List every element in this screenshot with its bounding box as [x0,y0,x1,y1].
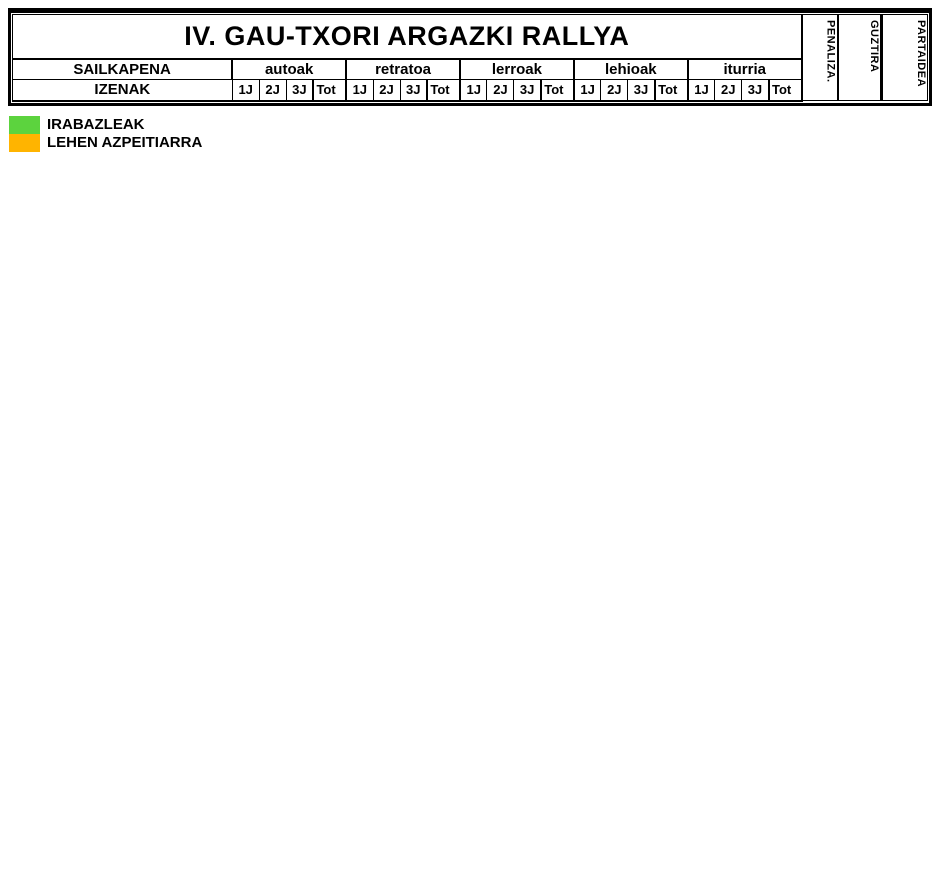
subcol-header: 3J [628,80,655,101]
subcol-header: 2J [487,80,514,101]
azpeitiarra-color-swatch [9,134,40,152]
legend [9,116,932,152]
table-frame [8,8,932,106]
subcol-header: 1J [688,80,715,101]
subcol-header: 3J [514,80,541,101]
subcol-header: Tot [427,80,460,101]
subcol-header: 3J [400,80,427,101]
subcol-header: 2J [601,80,628,101]
subcol-header: 2J [715,80,742,101]
subcol-header: Tot [655,80,688,101]
group-header-lehioak: lehioak [574,59,688,80]
subcol-header: Tot [313,80,346,101]
results-table [12,14,928,102]
legend-label-winners: IRABAZLEAK [47,116,145,133]
izenak-header: IZENAK [13,80,233,101]
group-header-autoak: autoak [232,59,346,80]
subcol-header: 2J [259,80,286,101]
subcol-header: 1J [346,80,373,101]
winner-color-swatch [9,116,40,134]
participant-column-header: PARTAIDEA [882,15,928,101]
subcol-header: 3J [286,80,313,101]
subcol-header: 1J [460,80,487,101]
legend-item-winners [9,116,932,134]
total-column-header: GUZTIRA [838,15,882,101]
subcol-header: 3J [742,80,769,101]
group-header-lerroak: lerroak [460,59,574,80]
legend-label-azpeitiarra: LEHEN AZPEITIARRA [47,134,203,151]
legend-item-azpeitiarra [9,134,932,152]
results-sheet [0,0,940,152]
subcol-header: 2J [373,80,400,101]
sailkapena-header: SAILKAPENA [13,59,233,80]
subcol-header: Tot [769,80,802,101]
subcol-header: 1J [232,80,259,101]
subcol-header: Tot [541,80,574,101]
subcol-header: 1J [574,80,601,101]
group-header-iturria: iturria [688,59,802,80]
page-title: IV. GAU-TXORI ARGAZKI RALLYA [13,15,802,59]
penalty-column-header: PENALIZA. [802,15,838,101]
group-header-retratoa: retratoa [346,59,460,80]
